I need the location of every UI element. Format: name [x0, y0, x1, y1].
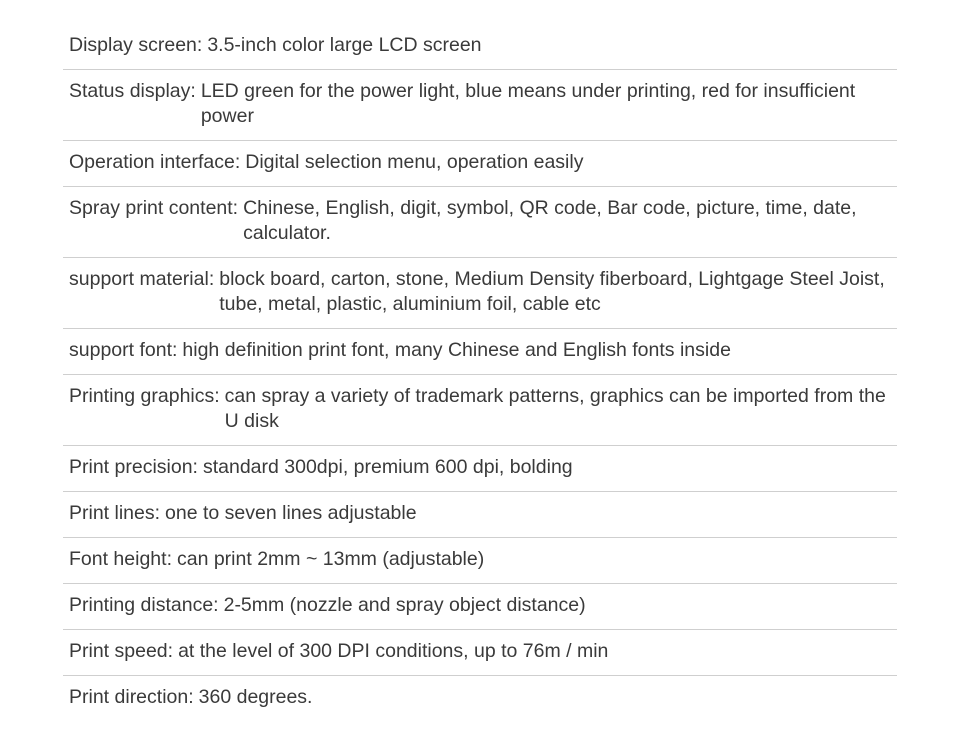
spec-row-print-lines [63, 492, 897, 538]
spec-row-support-font [63, 329, 897, 375]
spec-value: block board, carton, stone, Medium Density fiberboard, Lightgage Steel Joist, tube, metal, plastic, aluminium foil, cable etc [219, 268, 885, 315]
spec-label: Operation interface: [69, 151, 241, 173]
spec-value: can spray a variety of trademark patterns, graphics can be imported from the U disk [224, 385, 886, 432]
spec-row-operation-interface [63, 141, 897, 187]
spec-row-print-precision [63, 446, 897, 492]
spec-value: high definition print font, many Chinese and English fonts inside [182, 339, 731, 361]
spec-value: 360 degrees. [198, 686, 313, 708]
spec-label: Print precision: [69, 456, 198, 478]
spec-row-spray-print-content [63, 187, 897, 258]
spec-label: Print lines: [69, 502, 161, 524]
spec-value: can print 2mm ~ 13mm (adjustable) [176, 548, 485, 570]
spec-value: LED green for the power light, blue means under printing, red for insufficient power [200, 80, 856, 127]
spec-label: support material: [69, 268, 215, 290]
spec-value: Chinese, English, digit, symbol, QR code, Bar code, picture, time, date, calculator. [243, 197, 857, 244]
spec-row-print-speed [63, 630, 897, 676]
spec-label: Print speed: [69, 640, 174, 662]
spec-label: Font height: [69, 548, 172, 570]
spec-row-status-display [63, 70, 897, 141]
spec-label: support font: [69, 339, 178, 361]
spec-label: Spray print content: [69, 197, 239, 219]
spec-value: 2-5mm (nozzle and spray object distance) [223, 594, 586, 616]
spec-row-display-screen [63, 24, 897, 70]
spec-row-printing-distance [63, 584, 897, 630]
spec-value: one to seven lines adjustable [165, 502, 417, 524]
spec-row-printing-graphics [63, 375, 897, 446]
spec-row-font-height [63, 538, 897, 584]
spec-value: 3.5-inch color large LCD screen [207, 34, 482, 56]
spec-label: Status display: [69, 80, 196, 102]
spec-label: Display screen: [69, 34, 203, 56]
spec-list [63, 24, 897, 721]
spec-label: Print direction: [69, 686, 194, 708]
spec-row-support-material [63, 258, 897, 329]
spec-value: standard 300dpi, premium 600 dpi, bolding [202, 456, 573, 478]
spec-label: Printing distance: [69, 594, 219, 616]
spec-label: Printing graphics: [69, 385, 220, 407]
spec-value: at the level of 300 DPI conditions, up to 76m / min [178, 640, 609, 662]
spec-value: Digital selection menu, operation easily [245, 151, 584, 173]
spec-row-print-direction [63, 676, 897, 721]
